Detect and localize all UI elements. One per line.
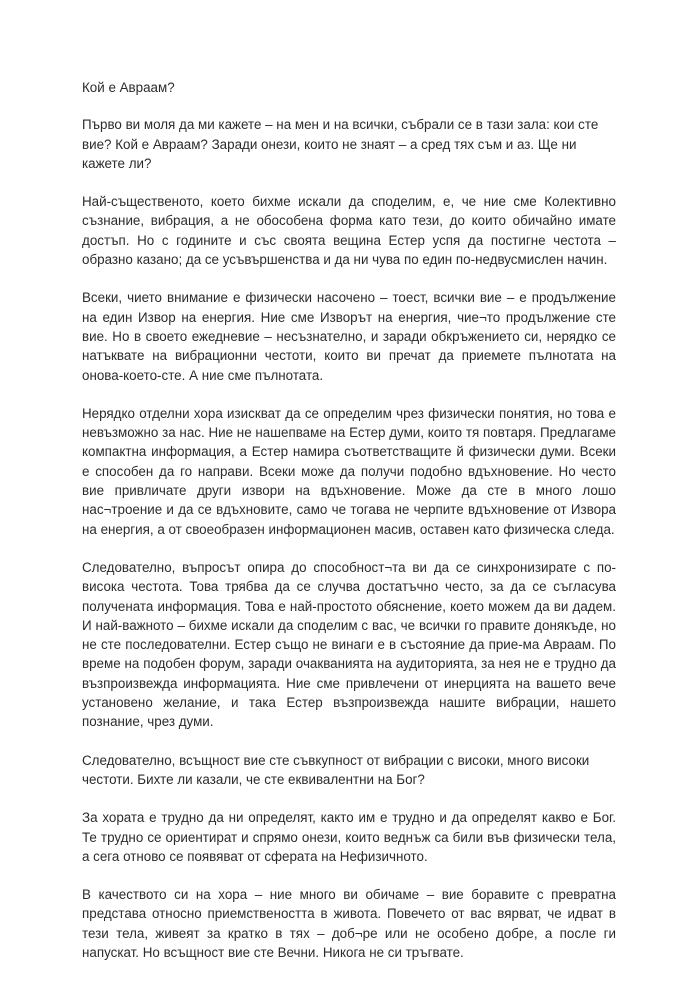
paragraph-1: Първо ви моля да ми кажете – на мен и на всички, събрали се в тази зала: кои сте вие? Кой е Авраам? Заради онези, които не знаят – а сред тях съм и аз. Ще ни кажете ли? — [82, 117, 599, 171]
paragraph-2: Най-същественото, което бихме искали да споделим, е, че ние сме Колективно съзнание, вибрация, а не обособена форма като тези, до които обичайно имате достъп. Но с годините и със своята вещина Естер успя да постигне честота – образно казано; да се усъвършенства и да ни чува по един по-недвусмислен начин. — [82, 194, 616, 268]
paragraph-7: За хората е трудно да ни определят, както им е трудно и да определят какво е Бог. Те трудно се ориентират и спрямо онези, които веднъж са били във физически тела, а сега отново се появяват от сферата на Нефизичното. — [82, 810, 616, 864]
paragraph-3: Всеки, чието внимание е физически насочено – тоест, всички вие – е продължение на един Извор на енергия. Ние сме Изворът на енергия, чие¬то продължение сте вие. Но в своето ежедневие – несъзнателно, и заради обкръжението си, нерядко се натъквате на вибрационни честоти, които ви пречат да приемете пълнотата на онова-което-сте. А ние сме пълнотата. — [82, 290, 616, 383]
paragraph-8: В качеството си на хора – ние много ви обичаме – вие боравите с превратна представа относно приемствеността в живота. Повечето от вас вярват, че идват в тези тела, живеят за кратко в тях – доб¬ре или не особено добре, а после ги напускат. Но всъщност вие сте Вечни. Никога не си тръгвате. — [82, 887, 616, 960]
document-title: Кой е Авраам? — [82, 80, 175, 95]
paragraph-4: Нерядко отделни хора изискват да се определим чрез физически понятия, но това е невъзможно за нас. Ние не нашепваме на Естер думи, които тя повтаря. Предлагаме компактна информация, а Естер намира съответстващите й физически думи. Всеки е способен да го направи. Всеки може да получи подобно вдъхновение. Но често вие привличате други извори на вдъхновение. Може да сте в много лошо нас¬троение и да се вдъхновите, само че тогава не черпите вдъхновение от Извора на енергия, а от своеобразен информационен масив, оставен като физическа следа. — [82, 405, 616, 537]
paragraph-6: Следователно, всъщност вие сте съвкупност от вибрации с високи, много високи честоти. Бихте ли казали, че сте еквивалентни на Бог? — [82, 752, 590, 787]
paragraph-5: Следователно, въпросът опира до способност¬та ви да се синхронизирате с по-висока честота. Това трябва да се случва достатъчно често, за да се съгласува получената информация. Това е най-простото обяснение, което можем да ви дадем. И най-важното – бихме искали да споделим с вас, че всички го правите донякъде, но не сте последователни. Естер също не винаги е в състояние да прие-ма Авраам. По време на подобен форум, заради очакванията на аудиторията, за нея не е трудно да възпроизвежда информацията. Ние сме привлечени от инерцията на вашето вече установено желание, и така Естер възпроизвежда нашите вибрации, нашето познание, чрез думи. — [82, 559, 616, 730]
document-page — [82, 78, 616, 981]
